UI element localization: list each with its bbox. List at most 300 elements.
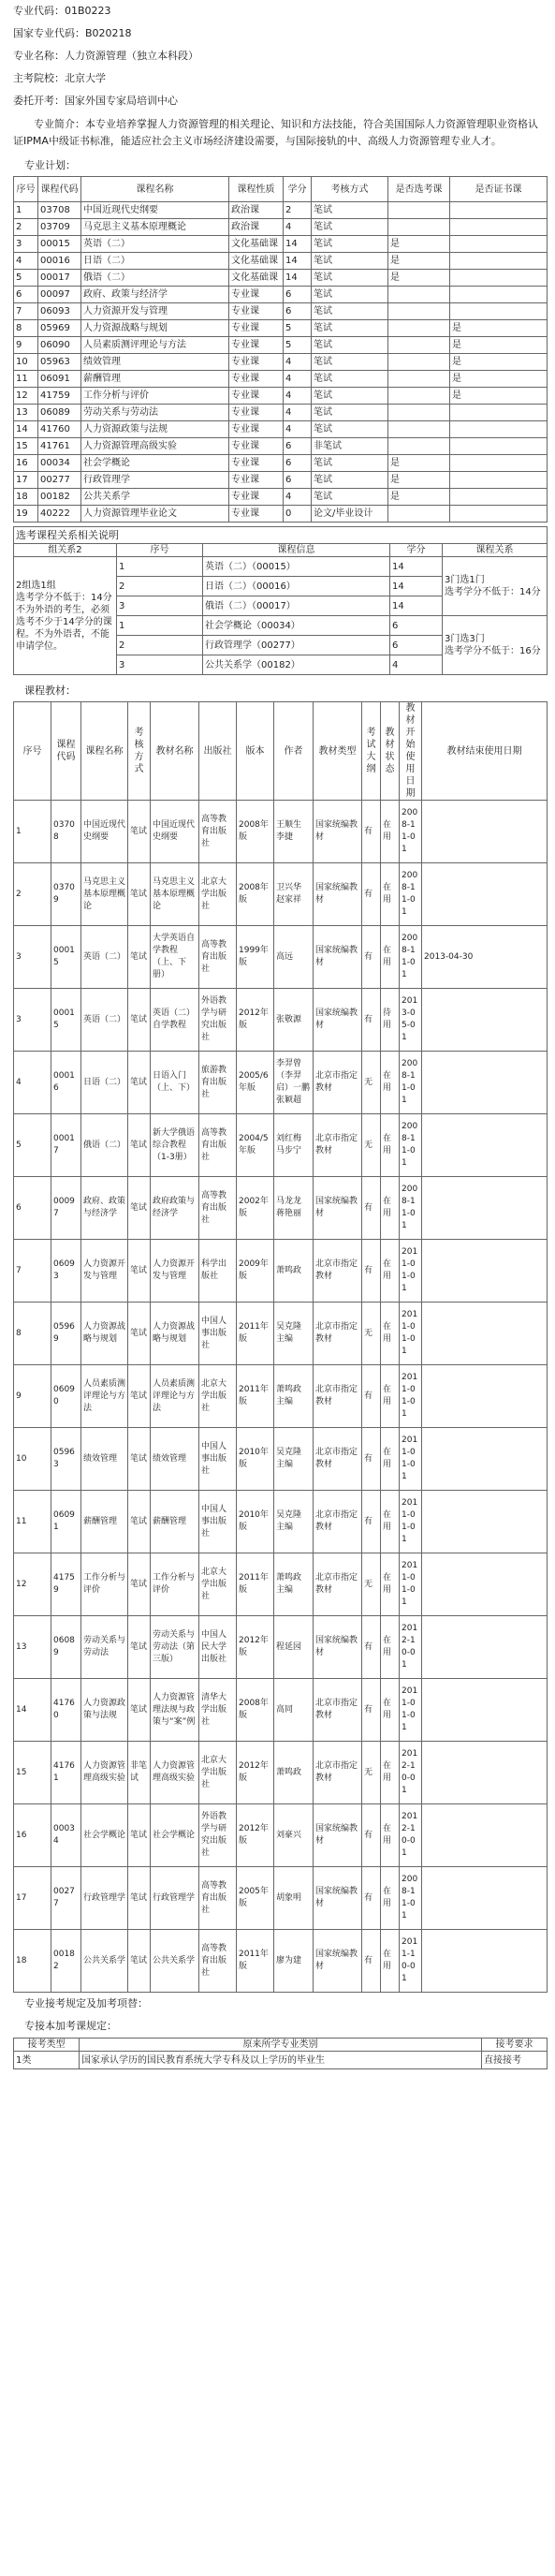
books-cell: 2008-11-01 (400, 926, 422, 989)
books-cell: 00015 (51, 926, 81, 989)
plan-cell (388, 388, 450, 405)
books-cell: 11 (14, 1491, 51, 1553)
plan-cell (450, 455, 548, 472)
plan-cell (388, 506, 450, 523)
plan-cell: 是 (388, 253, 450, 270)
books-cell: 在用 (381, 1553, 400, 1616)
books-cell: 41760 (51, 1679, 81, 1742)
books-cell: 外语教学与研究出版社 (199, 989, 237, 1052)
books-cell: 2005/6年版 (237, 1052, 274, 1114)
books-cell: 笔试 (128, 1867, 151, 1930)
plan-cell: 公共关系学 (81, 489, 229, 506)
books-cell: 刘豪兴 (274, 1804, 314, 1867)
plan-cell (450, 489, 548, 506)
books-cell: 2012-10-01 (400, 1804, 422, 1867)
plan-cell (388, 438, 450, 455)
plan-cell: 03709 (38, 219, 81, 236)
major-info (13, 0, 548, 112)
plan-cell: 00034 (38, 455, 81, 472)
plan-cell: 06093 (38, 303, 81, 320)
books-header-cell: 考核方式 (128, 702, 151, 801)
relations-group-cell: 2组选1组 选考学分不低于：14分 不为外语的考生，必须选考不少于14学分的课程。不为外语者，不能申请学位。 (14, 557, 117, 675)
books-cell: 笔试 (128, 1679, 151, 1742)
plan-cell: 专业课 (229, 337, 284, 354)
books-cell: 萧鸣政 主编 (274, 1365, 314, 1428)
relations-cell: 14 (390, 596, 443, 616)
books-cell: 公共关系学 (151, 1930, 199, 1993)
books-cell: 2011-01-01 (400, 1428, 422, 1491)
plan-cell: 笔试 (312, 371, 388, 388)
books-cell: 北京大学出版社 (199, 1742, 237, 1804)
plan-cell: 是 (450, 371, 548, 388)
books-cell: 2009年版 (237, 1240, 274, 1303)
plan-row (14, 219, 548, 236)
books-cell: 5 (14, 1114, 51, 1177)
books-cell: 6 (14, 1177, 51, 1240)
books-row (14, 1930, 548, 1993)
plan-cell: 11 (14, 371, 38, 388)
switch-title: 专接本加考课规定： (24, 2020, 117, 2032)
books-cell: 2011-10-01 (400, 1930, 422, 1993)
plan-cell (450, 270, 548, 287)
books-cell: 有 (362, 1491, 381, 1553)
books-cell: 非笔试 (128, 1742, 151, 1804)
plan-header-cell: 是否选考课 (388, 177, 450, 202)
books-cell: 王顺生 李捷 (274, 801, 314, 863)
books-cell: 北京市指定教材 (314, 1742, 362, 1804)
books-cell: 人力资源开发与管理 (81, 1240, 128, 1303)
books-row (14, 1365, 548, 1428)
books-cell: 2010年版 (237, 1491, 274, 1553)
relations-cell: 英语（二）（00015） (203, 557, 390, 577)
plan-cell: 05969 (38, 320, 81, 337)
books-cell: 13 (14, 1616, 51, 1679)
books-cell: 北京市指定教材 (314, 1303, 362, 1365)
plan-cell: 专业课 (229, 405, 284, 421)
books-cell: 2008-11-01 (400, 1052, 422, 1114)
books-cell: 8 (14, 1303, 51, 1365)
books-cell: 程延园 (274, 1616, 314, 1679)
books-cell: 2011-01-01 (400, 1553, 422, 1616)
books-cell: 笔试 (128, 1428, 151, 1491)
plan-cell: 非笔试 (312, 438, 388, 455)
books-cell (422, 1679, 548, 1742)
relations-header-cell: 课程关系 (443, 544, 548, 557)
relations-cell: 14 (390, 577, 443, 596)
books-cell: 无 (362, 1553, 381, 1616)
books-cell (422, 1804, 548, 1867)
books-cell: 北京市指定教材 (314, 1491, 362, 1553)
books-cell: 2008-11-01 (400, 801, 422, 863)
plan-cell (388, 337, 450, 354)
books-row (14, 1491, 548, 1553)
books-cell: 9 (14, 1365, 51, 1428)
plan-row (14, 388, 548, 405)
books-cell: 国家统编教材 (314, 863, 362, 926)
plan-row (14, 303, 548, 320)
books-table (13, 701, 548, 1993)
books-cell: 00017 (51, 1114, 81, 1177)
plan-row (14, 421, 548, 438)
relations-cell: 公共关系学（00182） (203, 655, 390, 675)
books-row (14, 989, 548, 1052)
plan-row (14, 202, 548, 219)
books-cell: 有 (362, 1365, 381, 1428)
relations-cell: 2 (117, 636, 203, 655)
plan-cell: 00277 (38, 472, 81, 489)
switch-cell: 1类 (14, 2052, 80, 2069)
plan-cell: 6 (284, 287, 312, 303)
books-cell: 2 (14, 863, 51, 926)
books-cell: 北京市指定教材 (314, 1052, 362, 1114)
books-row (14, 1114, 548, 1177)
books-cell (422, 863, 548, 926)
plan-cell: 文化基础课 (229, 270, 284, 287)
books-cell: 高等教育出版社 (199, 801, 237, 863)
books-cell: 在用 (381, 1930, 400, 1993)
plan-cell: 专业课 (229, 388, 284, 405)
books-cell: 有 (362, 863, 381, 926)
plan-cell: 专业课 (229, 303, 284, 320)
books-cell: 人员素质测评理论与方法 (81, 1365, 128, 1428)
books-cell: 人力资源政策与法规 (81, 1679, 128, 1742)
plan-cell (450, 236, 548, 253)
books-cell: 人力资源开发与管理 (151, 1240, 199, 1303)
plan-table (13, 176, 548, 523)
books-cell: 16 (14, 1804, 51, 1867)
plan-cell: 政治课 (229, 219, 284, 236)
books-cell: 2008-11-01 (400, 1867, 422, 1930)
plan-cell (450, 472, 548, 489)
books-cell: 00182 (51, 1930, 81, 1993)
books-cell: 3 (14, 926, 51, 989)
books-cell: 马龙龙 蒋艳丽 (274, 1177, 314, 1240)
books-cell: 在用 (381, 1240, 400, 1303)
books-cell: 中国人事出版社 (199, 1303, 237, 1365)
books-cell: 有 (362, 801, 381, 863)
books-cell: 2012年版 (237, 1804, 274, 1867)
relations-table (13, 543, 548, 675)
plan-cell: 0 (284, 506, 312, 523)
plan-cell: 14 (284, 253, 312, 270)
books-cell: 外语教学与研究出版社 (199, 1804, 237, 1867)
plan-cell: 专业课 (229, 320, 284, 337)
books-cell: 有 (362, 926, 381, 989)
books-cell: 笔试 (128, 1616, 151, 1679)
books-row (14, 1804, 548, 1867)
relations-header-row (14, 544, 548, 557)
books-row (14, 1052, 548, 1114)
plan-cell: 6 (284, 303, 312, 320)
plan-cell: 笔试 (312, 270, 388, 287)
plan-cell: 笔试 (312, 236, 388, 253)
plan-cell: 是 (388, 489, 450, 506)
books-cell: 在用 (381, 1679, 400, 1742)
books-cell (422, 801, 548, 863)
plan-cell: 9 (14, 337, 38, 354)
relations-cell: 3 (117, 596, 203, 616)
plan-cell: 笔试 (312, 421, 388, 438)
plan-cell: 俄语（二） (81, 270, 229, 287)
plan-cell: 政治课 (229, 202, 284, 219)
books-cell (422, 1303, 548, 1365)
books-cell: 政府、政策与经济学 (81, 1177, 128, 1240)
books-cell: 行政管理学 (151, 1867, 199, 1930)
books-cell: 旅游教育出版社 (199, 1052, 237, 1114)
plan-cell: 4 (284, 489, 312, 506)
plan-cell: 4 (284, 388, 312, 405)
plan-cell: 马克思主义基本原理概论 (81, 219, 229, 236)
books-cell: 笔试 (128, 1052, 151, 1114)
plan-cell: 政府、政策与经济学 (81, 287, 229, 303)
books-cell: 在用 (381, 1428, 400, 1491)
books-cell: 15 (14, 1742, 51, 1804)
books-cell: 03708 (51, 801, 81, 863)
books-cell (422, 1240, 548, 1303)
books-row (14, 1240, 548, 1303)
books-cell: 在用 (381, 1365, 400, 1428)
relations-cell: 1 (117, 557, 203, 577)
books-cell: 笔试 (128, 863, 151, 926)
plan-cell: 专业课 (229, 438, 284, 455)
books-cell: 卫兴华 赵家祥 (274, 863, 314, 926)
books-cell: 高等教育出版社 (199, 1114, 237, 1177)
books-cell: 2012年版 (237, 1616, 274, 1679)
plan-cell: 工作分析与评价 (81, 388, 229, 405)
books-cell: 中国近现代史纲要 (81, 801, 128, 863)
books-cell: 在用 (381, 926, 400, 989)
plan-cell: 5 (284, 337, 312, 354)
plan-cell: 7 (14, 303, 38, 320)
books-cell: 有 (362, 1679, 381, 1742)
books-cell: 马克思主义基本原理概论 (81, 863, 128, 926)
plan-cell: 6 (284, 455, 312, 472)
switch-table (13, 2038, 548, 2069)
plan-cell (450, 253, 548, 270)
books-cell: 社会学概论 (151, 1804, 199, 1867)
books-cell: 薪酬管理 (81, 1491, 128, 1553)
plan-row (14, 506, 548, 523)
plan-cell: 中国近现代史纲要 (81, 202, 229, 219)
books-cell: 41759 (51, 1553, 81, 1616)
books-cell: 人力资源管理高级实验 (81, 1742, 128, 1804)
plan-cell: 00097 (38, 287, 81, 303)
plan-cell: 人员素质测评理论与方法 (81, 337, 229, 354)
books-cell: 00034 (51, 1804, 81, 1867)
books-cell: 在用 (381, 1177, 400, 1240)
books-cell: 05969 (51, 1303, 81, 1365)
books-cell: 大学英语自学教程（上、下册） (151, 926, 199, 989)
plan-cell (388, 287, 450, 303)
books-cell: 工作分析与评价 (151, 1553, 199, 1616)
books-cell: 有 (362, 1804, 381, 1867)
plan-row (14, 337, 548, 354)
plan-cell: 是 (450, 354, 548, 371)
switch-header-cell: 原来所学专业类别 (80, 2039, 482, 2052)
books-cell: 00277 (51, 1867, 81, 1930)
plan-cell: 00017 (38, 270, 81, 287)
plan-cell: 专业课 (229, 506, 284, 523)
books-cell: 在用 (381, 1491, 400, 1553)
plan-cell (388, 405, 450, 421)
plan-header-cell: 课程代码 (38, 177, 81, 202)
books-cell: 有 (362, 1428, 381, 1491)
books-cell: 马克思主义基本原理概论 (151, 863, 199, 926)
books-cell: 06091 (51, 1491, 81, 1553)
plan-cell: 13 (14, 405, 38, 421)
plan-cell: 06089 (38, 405, 81, 421)
plan-cell: 笔试 (312, 253, 388, 270)
plan-cell (388, 421, 450, 438)
relations-cell: 4 (390, 655, 443, 675)
books-cell: 国家统编教材 (314, 926, 362, 989)
plan-cell: 笔试 (312, 337, 388, 354)
plan-cell: 5 (14, 270, 38, 287)
relations-cell: 6 (390, 636, 443, 655)
books-row (14, 801, 548, 863)
books-header-cell: 教材状态 (381, 702, 400, 801)
books-cell: 萧鸣政 (274, 1742, 314, 1804)
books-cell: 英语（二） (81, 926, 128, 989)
plan-header-cell: 序号 (14, 177, 38, 202)
books-cell: 06093 (51, 1240, 81, 1303)
plan-cell: 16 (14, 455, 38, 472)
plan-cell (388, 303, 450, 320)
books-cell: 在用 (381, 1303, 400, 1365)
plan-cell: 19 (14, 506, 38, 523)
plan-cell: 人力资源开发与管理 (81, 303, 229, 320)
relations-header-cell: 序号 (117, 544, 203, 557)
plan-cell: 薪酬管理 (81, 371, 229, 388)
books-cell: 2011-01-01 (400, 1240, 422, 1303)
books-cell: 北京大学出版社 (199, 1365, 237, 1428)
books-cell: 笔试 (128, 1553, 151, 1616)
books-cell: 高等教育出版社 (199, 1930, 237, 1993)
books-cell: 在用 (381, 863, 400, 926)
books-cell: 高远 (274, 926, 314, 989)
books-cell: 新大学俄语综合教程（1-3册） (151, 1114, 199, 1177)
books-cell (422, 1491, 548, 1553)
plan-cell: 06091 (38, 371, 81, 388)
books-cell: 17 (14, 1867, 51, 1930)
books-cell: 北京市指定教材 (314, 1553, 362, 1616)
books-title: 课程教材： (24, 684, 76, 697)
books-cell: 国家统编教材 (314, 1616, 362, 1679)
switch-row (14, 2052, 548, 2069)
plan-cell: 专业课 (229, 287, 284, 303)
plan-cell (388, 371, 450, 388)
relations-cell: 社会学概论（00034） (203, 616, 390, 636)
books-cell: 中国人民大学出版社 (199, 1616, 237, 1679)
plan-cell: 专业课 (229, 421, 284, 438)
books-cell: 12 (14, 1553, 51, 1616)
plan-cell: 是 (450, 320, 548, 337)
plan-cell: 笔试 (312, 219, 388, 236)
plan-cell: 6 (284, 438, 312, 455)
plan-cell (450, 287, 548, 303)
books-cell: 2011-01-01 (400, 1365, 422, 1428)
books-cell: 吴克隆 主编 (274, 1303, 314, 1365)
books-cell: 05963 (51, 1428, 81, 1491)
plan-cell: 论文/毕业设计 (312, 506, 388, 523)
books-cell: 笔试 (128, 1491, 151, 1553)
plan-row (14, 405, 548, 421)
books-cell: 行政管理学 (81, 1867, 128, 1930)
plan-row (14, 438, 548, 455)
plan-cell: 4 (284, 354, 312, 371)
relations-cell: 2 (117, 577, 203, 596)
books-cell (422, 1428, 548, 1491)
books-cell: 笔试 (128, 926, 151, 989)
plan-cell: 4 (284, 405, 312, 421)
books-cell: 国家统编教材 (314, 1930, 362, 1993)
books-cell: 2012年版 (237, 1742, 274, 1804)
plan-cell: 6 (14, 287, 38, 303)
books-cell: 绩效管理 (81, 1428, 128, 1491)
plan-cell: 4 (284, 219, 312, 236)
books-cell: 吴克隆 主编 (274, 1491, 314, 1553)
relations-rule-cell: 3门选1门 选考学分不低于：14分 (443, 557, 548, 616)
books-cell: 笔试 (128, 1240, 151, 1303)
books-cell: 2013-04-30 (422, 926, 548, 989)
books-cell: 中国人事出版社 (199, 1491, 237, 1553)
books-cell (422, 1052, 548, 1114)
plan-cell: 14 (284, 236, 312, 253)
plan-cell (450, 202, 548, 219)
books-header-cell: 作者 (274, 702, 314, 801)
books-cell: 2012年版 (237, 989, 274, 1052)
books-cell: 清华大学出版社 (199, 1679, 237, 1742)
switch-header-cell: 接考要求 (482, 2039, 548, 2052)
books-cell: 1999年版 (237, 926, 274, 989)
plan-cell: 1 (14, 202, 38, 219)
books-cell: 2011年版 (237, 1303, 274, 1365)
books-cell: 无 (362, 1742, 381, 1804)
books-cell: 笔试 (128, 1365, 151, 1428)
plan-header-cell: 课程性质 (229, 177, 284, 202)
rule-title: 专业接考规定及加考项替： (24, 1997, 148, 2009)
plan-header-cell: 课程名称 (81, 177, 229, 202)
switch-cell: 直接接考 (482, 2052, 548, 2069)
plan-cell: 笔试 (312, 320, 388, 337)
books-cell: 北京市指定教材 (314, 1365, 362, 1428)
books-cell (422, 1365, 548, 1428)
books-cell: 中国人事出版社 (199, 1428, 237, 1491)
books-cell: 笔试 (128, 989, 151, 1052)
books-cell: 14 (14, 1679, 51, 1742)
books-cell: 41761 (51, 1742, 81, 1804)
plan-cell: 文化基础课 (229, 236, 284, 253)
plan-cell: 笔试 (312, 354, 388, 371)
books-cell: 劳动关系与劳动法 (81, 1616, 128, 1679)
books-cell: 2013-05-01 (400, 989, 422, 1052)
books-cell: 笔试 (128, 1303, 151, 1365)
books-cell: 2011年版 (237, 1365, 274, 1428)
plan-cell: 是 (450, 388, 548, 405)
plan-cell: 17 (14, 472, 38, 489)
plan-cell: 06090 (38, 337, 81, 354)
books-cell: 刘红梅 马步宁 (274, 1114, 314, 1177)
books-cell: 有 (362, 1930, 381, 1993)
books-cell: 无 (362, 1114, 381, 1177)
books-cell: 00015 (51, 989, 81, 1052)
books-cell: 萧鸣政 主编 (274, 1553, 314, 1616)
relations-section (13, 526, 548, 675)
plan-cell: 2 (284, 202, 312, 219)
delegate-org: 委托开考：国家外国专家局培训中心 (13, 95, 178, 107)
relations-header-cell: 学分 (390, 544, 443, 557)
plan-cell: 是 (388, 472, 450, 489)
